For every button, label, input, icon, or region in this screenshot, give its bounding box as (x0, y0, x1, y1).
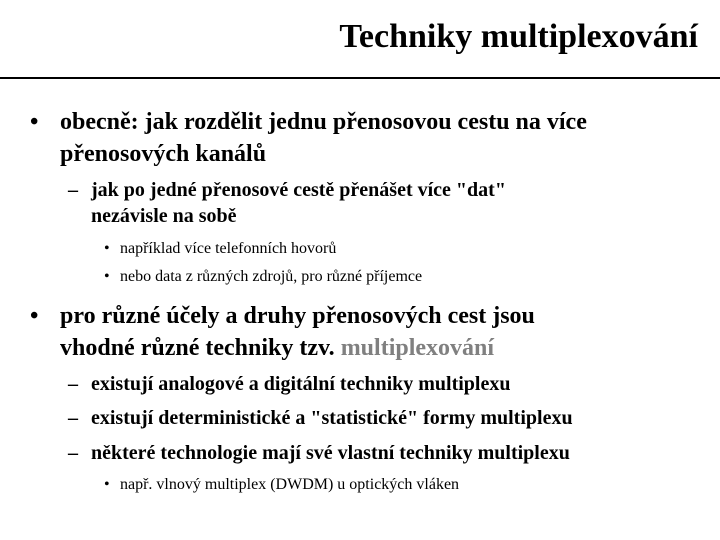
small-bullet-marker: • (104, 476, 110, 493)
bullet-2-line-2-prefix: vhodné různé techniky tzv. (60, 335, 341, 361)
bullet-marker: • (30, 303, 39, 329)
bullet-2-line-2 (60, 332, 494, 364)
bullet-1-line-2: přenosových kanálů (60, 141, 267, 167)
sub-sub-bullet-2-text: nebo data z různých zdrojů, pro různé příjemce (120, 268, 423, 285)
sub-sub-bullet-1-text: například více telefonních hovorů (120, 240, 337, 257)
bullet-2-line-1: pro různé účely a druhy přenosových cest jsou (60, 303, 535, 329)
sub-sub-bullet-3-text: např. vlnový multiplex (DWDM) u optických vláken (120, 476, 460, 493)
bullet-1-line-1: obecně: jak rozdělit jednu přenosovou cestu na více (60, 109, 587, 135)
title-divider (0, 77, 720, 79)
small-bullet-marker: • (104, 240, 110, 257)
sub-bullet-2-2-text: existují deterministické a "statistické" formy multiplexu (91, 407, 573, 429)
dash-marker: – (68, 407, 78, 429)
small-bullet-marker: • (104, 268, 110, 285)
dash-marker: – (68, 442, 78, 464)
sub-bullet-2-1-text: existují analogové a digitální techniky multiplexu (91, 373, 511, 395)
dash-marker: – (68, 179, 78, 201)
sub-bullet-2-3-text: některé technologie mají své vlastní techniky multiplexu (91, 442, 570, 464)
sub-bullet-1-1-line-1: jak po jedné přenosové cestě přenášet více "dat" (91, 179, 506, 201)
slide-title: Techniky multiplexování (339, 18, 698, 55)
dash-marker: – (68, 373, 78, 395)
highlighted-term: multiplexování (340, 335, 495, 361)
sub-bullet-1-1-line-2: nezávisle na sobě (91, 205, 237, 227)
bullet-marker: • (30, 109, 39, 135)
